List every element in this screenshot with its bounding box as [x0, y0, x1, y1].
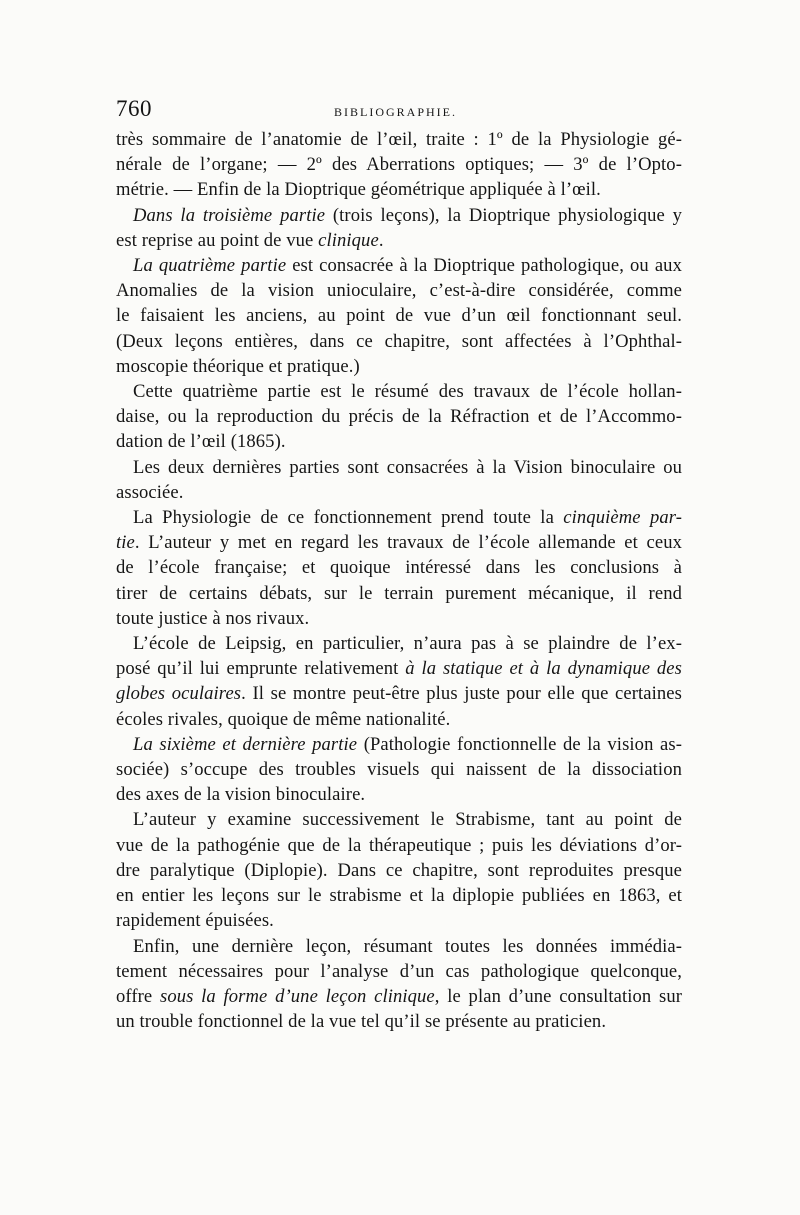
- text-line: [116, 782, 682, 807]
- text-span: moscopie théorique et pratique.): [116, 355, 360, 377]
- text-span: L’auteur y examine successivement le Strabisme, tant au point de: [133, 809, 682, 831]
- text-span: La Physiologie de ce fonctionnement prend toute la: [133, 507, 564, 529]
- text-span: est consacrée à la Dioptrique pathologique, ou aux: [286, 255, 682, 277]
- text-line: [116, 530, 682, 555]
- text-span: nérale de l’organe; — 2º des Aberrations optiques; — 3º de l’Opto-: [116, 154, 682, 176]
- text-span: dre paralytique (Diplopie). Dans ce chapitre, sont reproduites presque: [116, 859, 682, 881]
- italic-span: globes oculaires: [116, 683, 242, 705]
- text-line: [116, 681, 682, 706]
- text-span: est reprise au point de vue: [116, 229, 319, 251]
- text-line: [116, 858, 682, 883]
- text-span: un trouble fonctionnel de la vue tel qu’il se présente au praticien.: [116, 1011, 607, 1033]
- text-line: [116, 833, 682, 858]
- text-span: toute justice à nos rivaux.: [116, 607, 310, 629]
- text-line: [116, 606, 682, 631]
- italic-span: clinique: [318, 229, 379, 251]
- text-line: [116, 555, 682, 580]
- text-span: sociée) s’occupe des troubles visuels qui naissent de la dissociation: [116, 759, 682, 781]
- text-line: [116, 329, 682, 354]
- italic-span: La quatrième partie: [133, 255, 287, 277]
- text-span: daise, ou la reproduction du précis de la Réfraction et de l’Accommo-: [116, 406, 682, 428]
- text-span: . Il se montre peut-être plus juste pour elle que certaines: [241, 683, 682, 705]
- text-span: (trois leçons), la Dioptrique physiologique y: [325, 204, 682, 226]
- text-line: [116, 127, 682, 152]
- text-line: [116, 908, 682, 933]
- text-span: offre: [116, 985, 160, 1007]
- paragraph: [116, 253, 682, 379]
- paragraph: [116, 934, 682, 1035]
- text-span: (Pathologie fonctionnelle de la vision as-: [357, 733, 682, 755]
- text-span: tirer de certains débats, sur le terrain purement mécanique, il rend: [116, 582, 682, 604]
- text-line: [116, 581, 682, 606]
- text-line: [116, 631, 682, 656]
- paragraph: [116, 455, 682, 505]
- text-line: [116, 480, 682, 505]
- text-line: [116, 404, 682, 429]
- text-line: [116, 807, 682, 832]
- page-number: 760: [116, 96, 152, 121]
- text-line: [116, 253, 682, 278]
- text-span: Anomalies de la vision unioculaire, c’est-à-dire considérée, comme: [116, 280, 682, 302]
- text-span: associée.: [116, 481, 184, 503]
- running-head: [116, 96, 682, 126]
- text-span: Cette quatrième partie est le résumé des travaux de l’école hollan-: [133, 381, 682, 403]
- text-span: . L’auteur y met en regard les travaux de l’école allemande et ceux: [134, 532, 682, 554]
- text-span: très sommaire de l’anatomie de l’œil, traite : 1º de la Physiologie gé-: [116, 129, 682, 150]
- text-line: [116, 505, 682, 530]
- body-text: [116, 127, 682, 1034]
- text-line: [116, 354, 682, 379]
- text-line: [116, 959, 682, 984]
- text-span: , le plan d’une consultation sur: [434, 985, 683, 1007]
- italic-span: La sixième et dernière partie: [133, 733, 358, 755]
- text-line: [116, 656, 682, 681]
- text-span: vue de la pathogénie que de la thérapeutique ; puis les déviations d’or-: [116, 834, 682, 856]
- text-span: Les deux dernières parties sont consacrées à la Vision binoculaire ou: [133, 456, 682, 478]
- text-line: [116, 707, 682, 732]
- paragraph: [116, 203, 682, 253]
- text-span: posé qu’il lui emprunte relativement: [116, 658, 406, 680]
- text-line: [116, 152, 682, 177]
- text-span: tement nécessaires pour l’analyse d’un cas pathologique quelconque,: [116, 960, 682, 982]
- text-span: rapidement épuisées.: [116, 910, 274, 932]
- text-line: [116, 228, 682, 253]
- text-span: des axes de la vision binoculaire.: [116, 784, 366, 806]
- paragraph: [116, 807, 682, 933]
- text-line: [116, 984, 682, 1009]
- text-span: (Deux leçons entières, dans ce chapitre, sont affectées à l’Ophthal-: [116, 330, 682, 352]
- text-line: [116, 303, 682, 328]
- text-span: écoles rivales, quoique de même nationalité.: [116, 708, 451, 730]
- paragraph: [116, 631, 682, 732]
- text-span: .: [378, 229, 384, 251]
- paragraph: [116, 505, 682, 631]
- text-span: de l’école française; et quoique intéressé dans les conclusions à: [116, 557, 682, 579]
- italic-span: à la statique et à la dynamique des: [405, 658, 682, 680]
- paragraph: [116, 379, 682, 455]
- text-span: dation de l’œil (1865).: [116, 431, 286, 453]
- text-line: [116, 177, 682, 202]
- text-span: en entier les leçons sur le strabisme et la diplopie publiées en 1863, et: [116, 885, 682, 907]
- text-line: [116, 883, 682, 908]
- text-line: [116, 757, 682, 782]
- paragraph: [116, 732, 682, 808]
- text-span: le faisaient les anciens, au point de vue d’un œil fonctionnant seul.: [116, 305, 682, 327]
- italic-span: sous la forme d’une leçon clinique: [160, 985, 435, 1007]
- text-line: [116, 1009, 682, 1034]
- italic-span: cinquième par-: [563, 507, 682, 529]
- text-line: [116, 429, 682, 454]
- text-line: [116, 379, 682, 404]
- text-line: [116, 934, 682, 959]
- text-span: L’école de Leipsig, en particulier, n’aura pas à se plaindre de l’ex-: [133, 633, 682, 655]
- italic-span: tie: [116, 532, 135, 554]
- text-line: [116, 203, 682, 228]
- text-line: [116, 732, 682, 757]
- text-span: métrie. — Enfin de la Dioptrique géométrique appliquée à l’œil.: [116, 179, 601, 201]
- running-title: BIBLIOGRAPHIE.: [334, 105, 457, 119]
- text-span: Enfin, une dernière leçon, résumant toutes les données immédia-: [133, 935, 682, 957]
- paragraph: [116, 127, 682, 203]
- italic-span: Dans la troisième partie: [133, 204, 326, 226]
- text-line: [116, 455, 682, 480]
- text-line: [116, 278, 682, 303]
